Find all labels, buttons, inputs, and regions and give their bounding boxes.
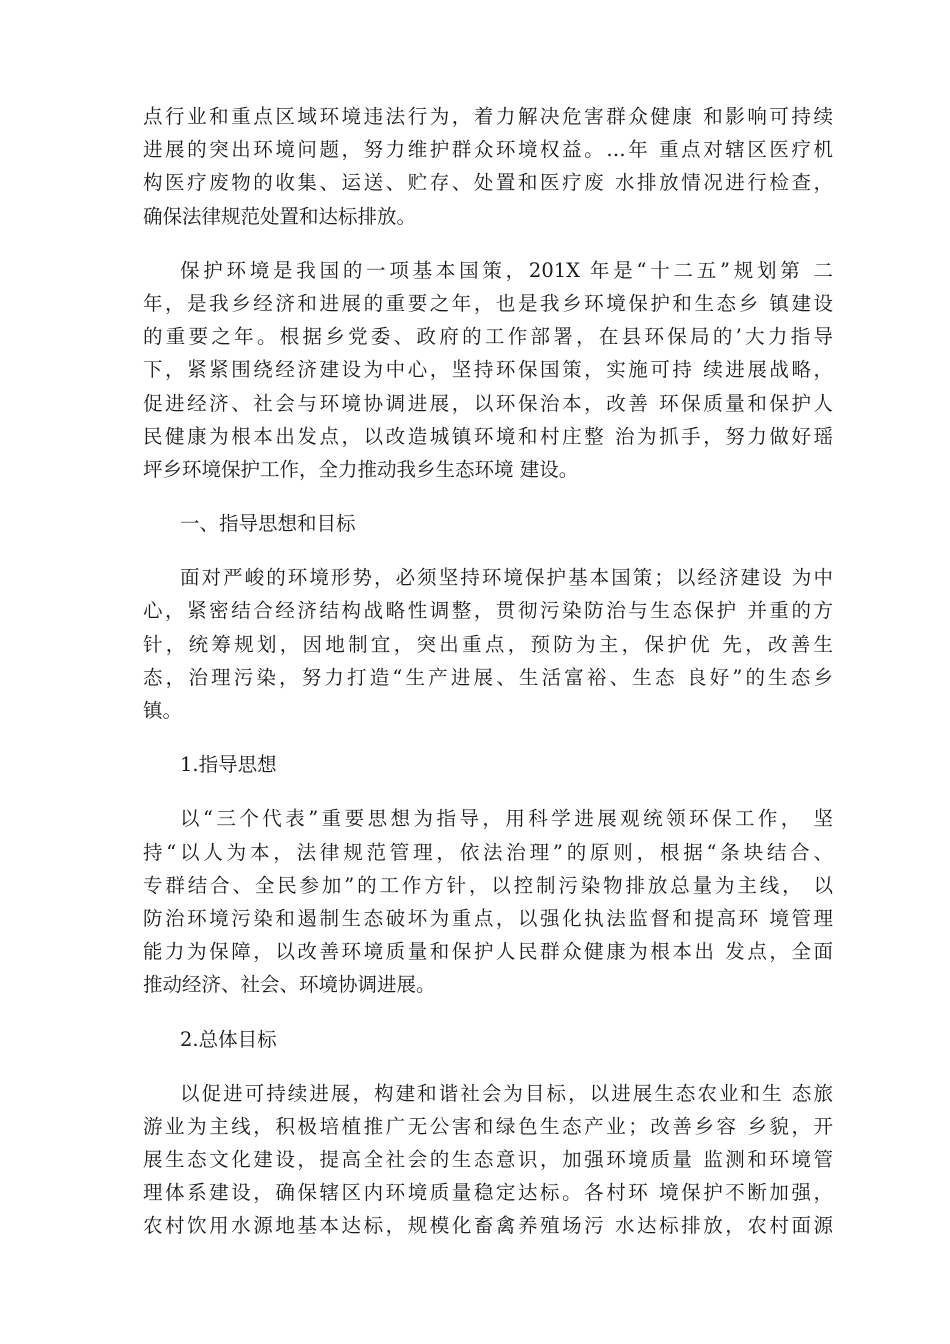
paragraph-overall-goal — [143, 1077, 833, 1243]
heading-text: 2.总体目标 — [180, 1027, 277, 1051]
subsection-heading — [143, 1023, 833, 1056]
text-line: 防治环境污染和遏制生态破坏为重点，以强化执法监督和提高环 境管理 — [143, 906, 833, 930]
heading-text: 1.指导思想 — [180, 753, 277, 777]
text-line: 游业为主线，积极培植推广无公害和绿色生态产业；改善乡容 乡貌，开 — [143, 1114, 833, 1138]
text-line: 能力为保障，以改善环境质量和保护人民群众健康为根本出 发点，全面 — [143, 940, 833, 964]
heading-text: 一、指导思想和目标 — [180, 512, 356, 536]
text-line: 以“三个代表”重要思想为指导，用科学进展观统领环保工作， 坚 — [180, 807, 833, 831]
subsection-heading — [143, 748, 833, 781]
text-line: 针，统筹规划，因地制宜，突出重点，预防为主，保护优 先，改善生 — [143, 632, 833, 656]
text-line: 农村饮用水源地基本达标，规模化畜禽养殖场污 水达标排放，农村面源 — [143, 1214, 833, 1238]
text-line: 促进经济、社会与环境协调进展，以环保治本，改善 环保质量和保护人 — [143, 391, 833, 415]
text-line: 以促进可持续进展，构建和谐社会为目标，以进展生态农业和生 态旅 — [180, 1081, 833, 1105]
section-heading — [143, 507, 833, 540]
text-line: 下，紧紧围绕经济建设为中心，坚持环保国策，实施可持 续进展战略， — [143, 358, 833, 382]
document-page — [143, 100, 833, 1243]
text-line: 面对严峻的环境形势，必须坚持环境保护基本国策；以经济建设 为中 — [180, 566, 833, 590]
text-line: 理体系建设，确保辖区内环境质量稳定达标。各村环 境保护不断加强， — [143, 1181, 833, 1205]
text-line: 展生态文化建设，提高全社会的生态意识，加强环境质量 监测和环境管 — [143, 1148, 833, 1172]
paragraph-intro — [143, 254, 833, 486]
text-line: 进展的突出环境问题，努力维护群众环境权益。…年 重点对辖区医疗机 — [143, 138, 833, 162]
text-line: 年，是我乡经济和进展的重要之年，也是我乡环境保护和生态乡 镇建设 — [143, 291, 833, 315]
paragraph-guidance — [143, 561, 833, 727]
paragraph-continuation — [143, 100, 833, 233]
text-line: 专群结合、全民参加”的工作方针，以控制污染物排放总量为主线， 以 — [143, 873, 833, 897]
text-line: 民健康为根本出发点，以改造城镇环境和村庄整 治为抓手，努力做好瑶 — [143, 424, 833, 448]
text-line: 保护环境是我国的一项基本国策，201X 年是“十二五”规划第 二 — [180, 258, 833, 282]
text-line: 推动经济、社会、环境协调进展。 — [143, 973, 436, 997]
text-line: 持“以人为本，法律规范管理，依法治理”的原则，根据“条块结合、 — [143, 840, 833, 864]
text-line: 镇。 — [143, 699, 183, 722]
text-line: 构医疗废物的收集、运送、贮存、处置和医疗废 水排放情况进行检查， — [143, 171, 833, 195]
text-line: 点行业和重点区域环境违法行为，着力解决危害群众健康 和影响可持续 — [143, 105, 833, 128]
text-line: 坪乡环境保护工作，全力推动我乡生态环境 建设。 — [143, 457, 579, 481]
text-line: 心，紧密结合经济结构战略性调整，贯彻污染防治与生态保护 并重的方 — [143, 599, 833, 623]
text-line: 确保法律规范处置和达标排放。 — [143, 204, 417, 228]
text-line: 态，治理污染，努力打造“生产进展、生活富裕、生态 良好”的生态乡 — [143, 665, 833, 689]
text-line: 的重要之年。根据乡党委、政府的工作部署，在县环保局的’大力指导 — [143, 325, 833, 349]
paragraph-guiding-ideology — [143, 802, 833, 1001]
